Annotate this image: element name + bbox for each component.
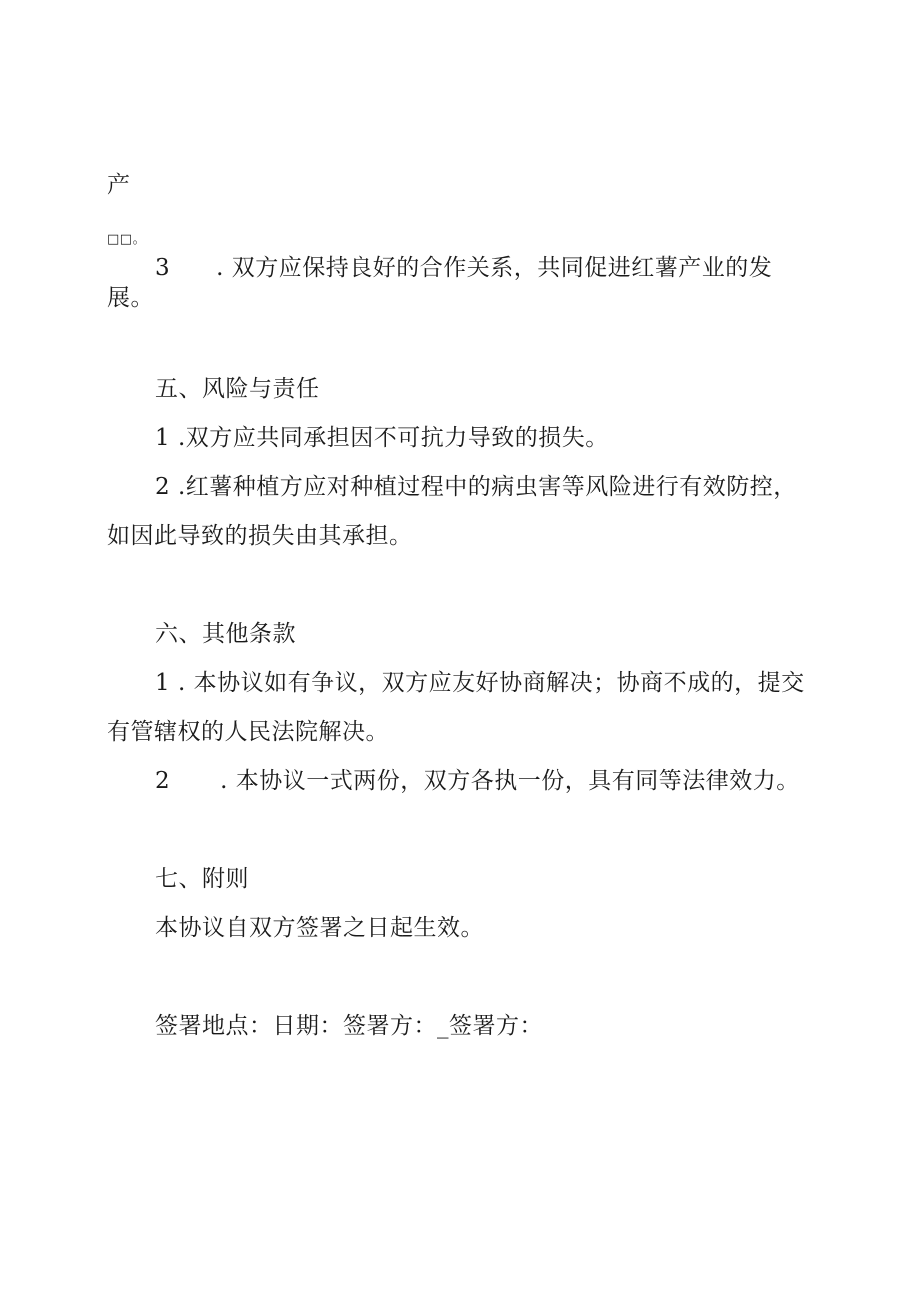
section7-text: 本协议自双方签署之日起生效。	[155, 915, 484, 941]
section5-item1: 1 .双方应共同承担因不可抗力导致的损失。	[155, 425, 609, 451]
item-number: 2	[155, 768, 171, 794]
section6-item1-line1: 1 . 本协议如有争议，双方应友好协商解决；协商不成的，提交	[155, 670, 805, 696]
section5-item2-line2: 如因此导致的损失由其承担。	[107, 523, 413, 549]
item-number: 3	[155, 255, 171, 281]
item-text: . 本协议一式两份，双方各执一份，具有同等法律效力。	[220, 768, 800, 794]
section4-item3-line1	[155, 253, 772, 283]
item-text: . 双方应保持良好的合作关系，共同促进红薯产业的发	[216, 255, 773, 281]
section5-item2-line1: 2 .红薯种植方应对种植过程中的病虫害等风险进行有效防控，	[155, 474, 797, 500]
text-fragment-small: □□。	[107, 232, 147, 247]
section5-heading: 五、风险与责任	[155, 376, 320, 402]
section6-heading: 六、其他条款	[155, 621, 296, 647]
signature-line: 签署地点：日期：签署方：_签署方：	[155, 1013, 543, 1039]
section4-item3-line2: 展。	[107, 285, 154, 311]
section6-item1-line2: 有管辖权的人民法院解决。	[107, 719, 389, 745]
section7-heading: 七、附则	[155, 866, 249, 892]
text-fragment-top: 产	[107, 172, 131, 198]
section6-item2	[155, 766, 800, 796]
